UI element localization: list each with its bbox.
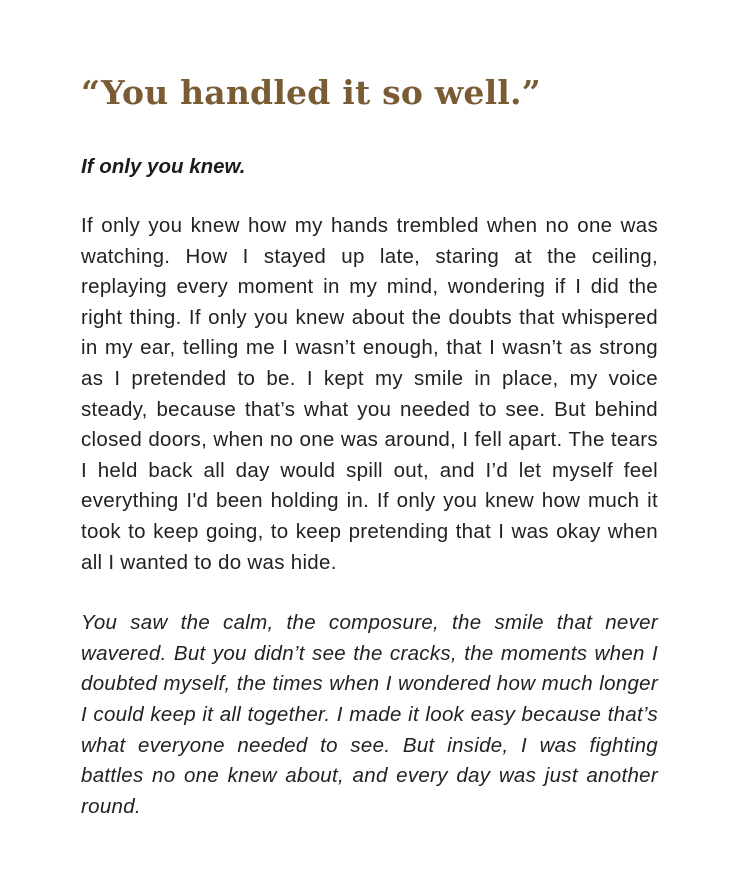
body-paragraph-2: You saw the calm, the composure, the smile that never wavered. But you didn’t see the cracks, the moments when I doubted myself, the times when I wondered how much longer I could keep it all together. I made it look easy because that’s what everyone needed to see. But inside, I was fighting battles no one knew about, and every day was just another round. (81, 611, 658, 818)
lead-line: If only you knew. (81, 155, 246, 178)
page-title: “You handled it so well.” (81, 73, 541, 112)
body-paragraph-1: If only you knew how my hands trembled when no one was watching. How I stayed up late, staring at the ceiling, replaying every moment in my mind, wondering if I did the right thing. If only you knew about the doubts that whispered in my ear, telling me I wasn’t enough, that I wasn’t as strong as I pretended to be. I kept my smile in place, my voice steady, because that’s what you needed to see. But behind closed doors, when no one was around, I fell apart. The tears I held back all day would spill out, and I’d let myself feel everything I'd been holding in. If only you knew how much it took to keep going, to keep pretending that I was okay when all I wanted to do was hide. (81, 214, 658, 574)
